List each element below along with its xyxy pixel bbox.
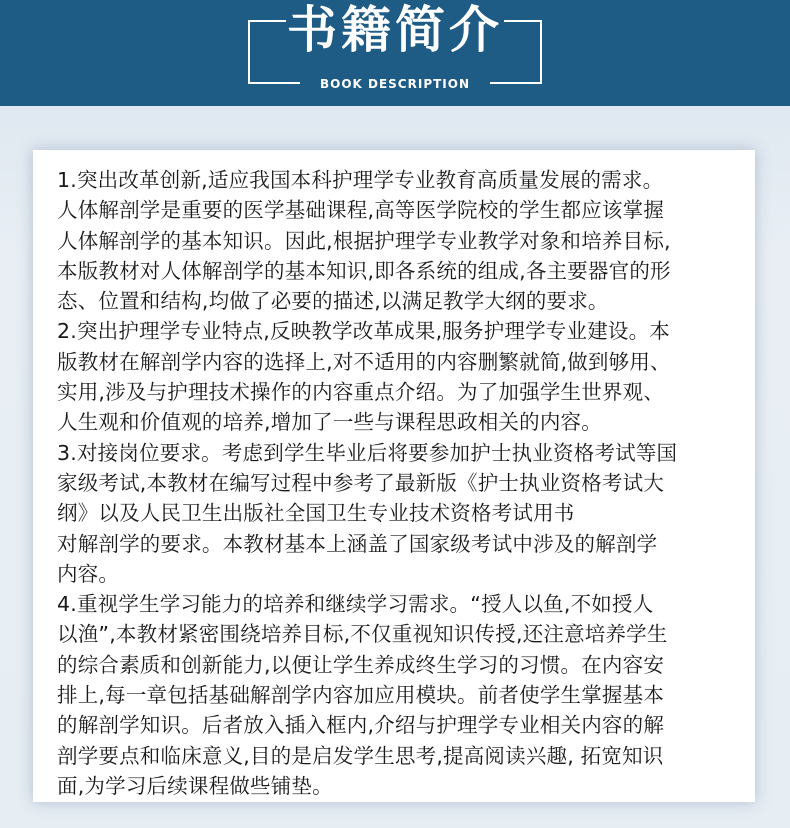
text-line: 纲》以及人民卫生出版社全国卫生专业技术资格考试用书 <box>57 501 575 526</box>
header-title: 书籍简介 <box>287 1 503 59</box>
text-line: 人体解剖学的基本知识。因此,根据护理学专业教学对象和培养目标, <box>57 228 671 253</box>
text-line: 排上,每一章包括基础解剖学内容加应用模块。前者使学生掌握基本 <box>57 683 665 708</box>
text-line: 的解剖学知识。后者放入插入框内,介绍与护理学专业相关内容的解 <box>57 713 665 738</box>
description-card <box>33 150 755 802</box>
text-line: 家级考试,本教材在编写过程中参考了最新版《护士执业资格考试大 <box>57 470 665 495</box>
text-line: 的综合素质和创新能力,以便让学生养成终生学习的习惯。在内容安 <box>57 652 665 677</box>
header-subtitle: BOOK DESCRIPTION <box>300 76 490 92</box>
text-line: 4.重视学生学习能力的培养和继续学习需求。“授人以鱼,不如授人 <box>57 592 654 617</box>
text-line: 对解剖学的要求。本教材基本上涵盖了国家级考试中涉及的解剖学 <box>57 531 658 556</box>
text-line: 本版教材对人体解剖学的基本知识,即各系统的组成,各主要器官的形 <box>57 258 671 283</box>
text-line: 1.突出改革创新,适应我国本科护理学专业教育高质量发展的需求。 <box>57 168 664 192</box>
text-line: 实用,涉及与护理技术操作的内容重点介绍。为了加强学生世界观、 <box>57 380 665 405</box>
text-line: 面,为学习后续课程做些铺垫。 <box>57 773 333 798</box>
text-line: 内容。 <box>57 561 120 586</box>
text-line: 人体解剖学是重要的医学基础课程,高等医学院校的学生都应该掌握 <box>57 198 665 223</box>
text-line: 2.突出护理学专业特点,反映教学改革成果,服务护理学专业建设。本 <box>57 319 670 344</box>
text-line: 态、位置和结构,均做了必要的描述,以满足教学大纲的要求。 <box>57 289 609 314</box>
header-band <box>0 0 790 106</box>
text-line: 3.对接岗位要求。考虑到学生毕业后将要参加护士执业资格考试等国 <box>57 440 678 465</box>
text-line: 剖学要点和临床意义,目的是启发学生思考,提高阅读兴趣, 拓宽知识 <box>57 743 664 768</box>
description-text <box>57 165 751 801</box>
text-line: 人生观和价值观的培养,增加了一些与课程思政相关的内容。 <box>57 410 602 435</box>
text-line: 版教材在解剖学内容的选择上,对不适用的内容删繁就简,做到够用、 <box>57 349 671 374</box>
text-line: 以渔”,本教材紧密围绕培养目标,不仅重视知识传授,还注意培养学生 <box>57 622 668 647</box>
